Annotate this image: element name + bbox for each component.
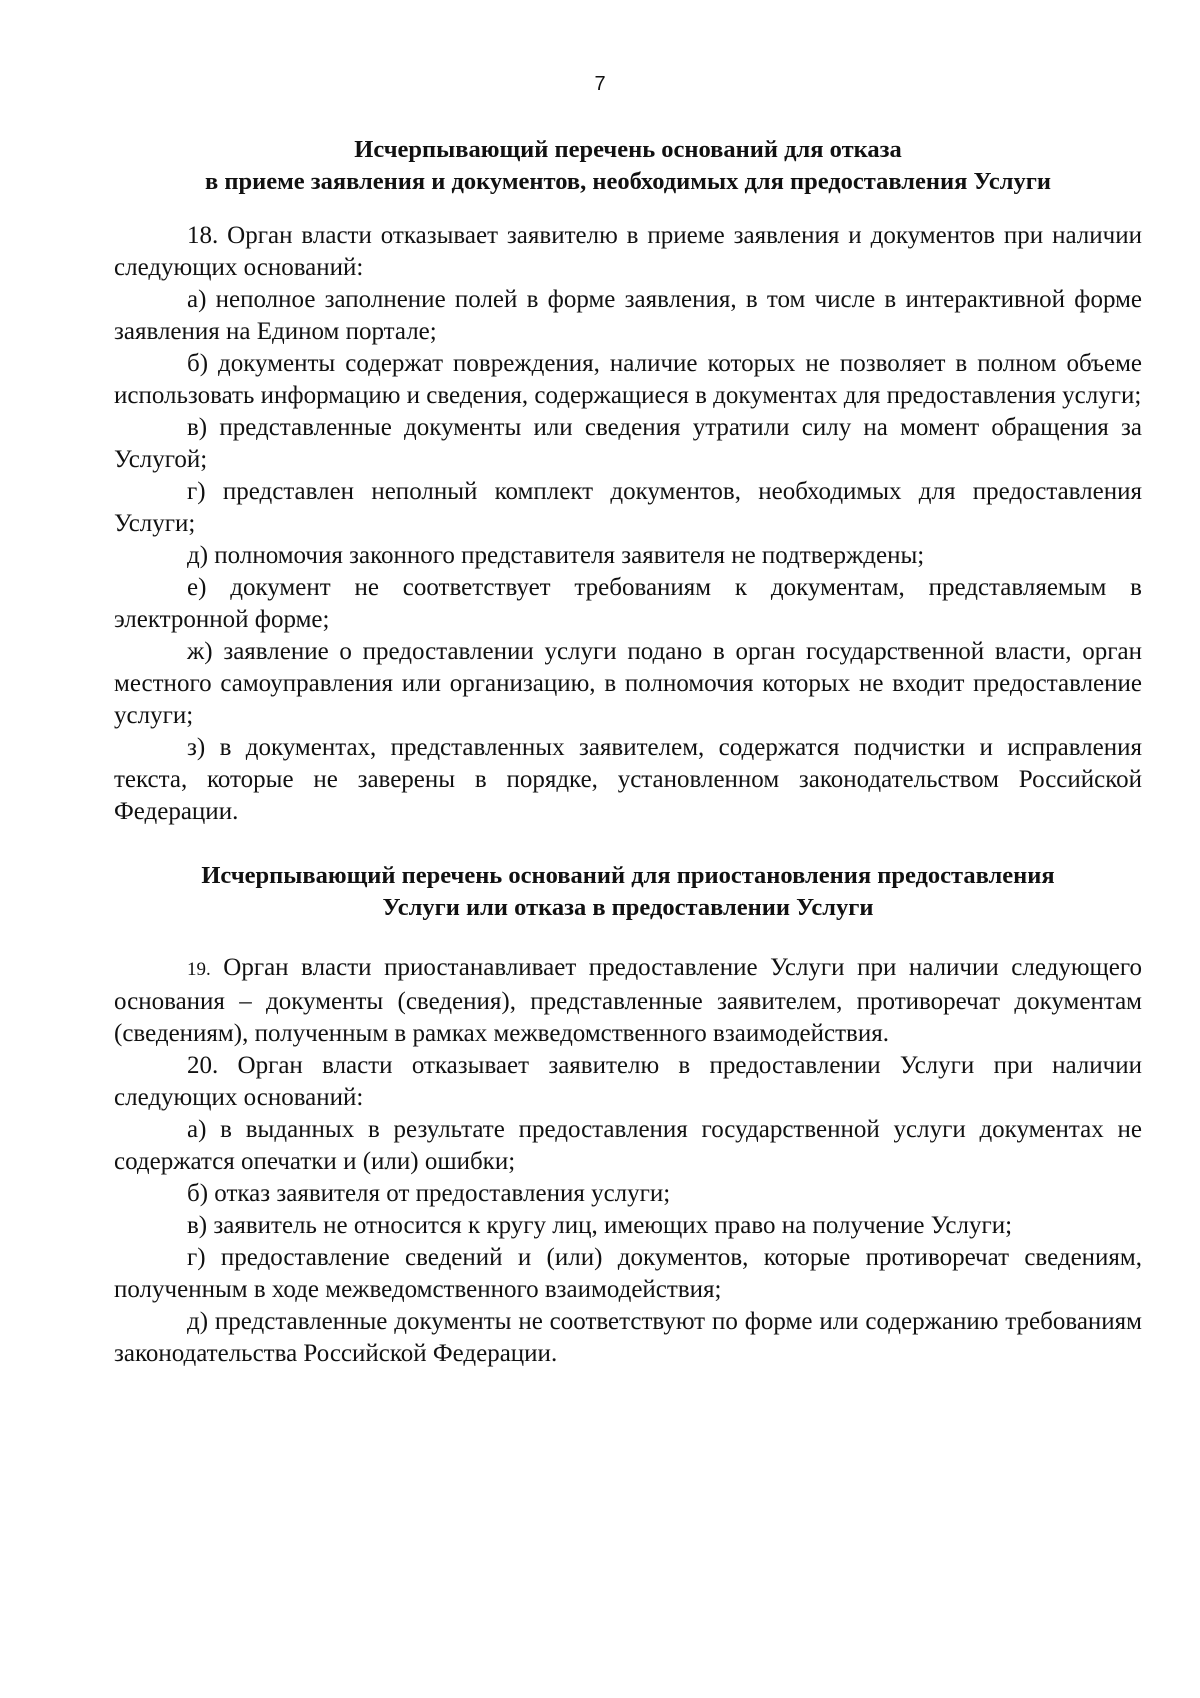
list-item: в) заявитель не относится к кругу лиц, имеющих право на получение Услуги; — [187, 1212, 1013, 1239]
paragraph-number: 18. — [187, 222, 219, 249]
section-1-heading — [114, 134, 1142, 198]
list-item: г) представлен неполный комплект документов, необходимых для предоставления Услуги; — [114, 478, 1142, 537]
section-1-body — [114, 220, 1142, 828]
list-item: а) неполное заполнение полей в форме заявления, в том числе в интерактивной форме заявления на Едином портале; — [114, 286, 1142, 345]
paragraph-text: Орган власти отказывает заявителю в предоставлении Услуги при наличии следующих оснований: — [114, 1052, 1142, 1111]
paragraph-19 — [114, 952, 1142, 1050]
paragraph-number: 19. — [187, 959, 211, 980]
paragraph-18 — [114, 220, 1142, 284]
list-item: в) представленные документы или сведения утратили силу на момент обращения за Услугой; — [114, 414, 1142, 473]
list-item: ж) заявление о предоставлении услуги подано в орган государственной власти, орган местного самоуправления или организацию, в полномочия которых не входит предоставление услуги; — [114, 638, 1142, 729]
list-item: б) отказ заявителя от предоставления услуги; — [187, 1180, 671, 1207]
paragraph-20 — [114, 1050, 1142, 1114]
list-item: г) предоставление сведений и (или) документов, которые противоречат сведениям, полученным в ходе межведомственного взаимодействия; — [114, 1244, 1142, 1303]
document-body — [114, 134, 1142, 1370]
list-item: д) полномочия законного представителя заявителя не подтверждены; — [187, 542, 925, 569]
list-item: е) документ не соответствует требованиям к документам, представляемым в электронной форме; — [114, 574, 1142, 633]
list-item: б) документы содержат повреждения, наличие которых не позволяет в полном объеме использовать информацию и сведения, содержащиеся в документах для предоставления услуги; — [114, 350, 1142, 409]
list-item: з) в документах, представленных заявителем, содержатся подчистки и исправления текста, которые не заверены в порядке, установленном законодательством Российской Федерации. — [114, 734, 1142, 825]
page-number: 7 — [594, 73, 606, 95]
paragraph-text: Орган власти отказывает заявителю в приеме заявления и документов при наличии следующих оснований: — [114, 222, 1142, 281]
section-2-body — [114, 952, 1142, 1370]
section-2-heading-line-2: Услуги или отказа в предоставлении Услуги — [382, 894, 874, 921]
section-2-heading — [114, 860, 1142, 924]
section-1-heading-line-2: в приеме заявления и документов, необходимых для предоставления Услуги — [205, 168, 1051, 195]
paragraph-number: 20. — [187, 1052, 219, 1079]
list-item: а) в выданных в результате предоставления государственной услуги документах не содержатся опечатки и (или) ошибки; — [114, 1116, 1142, 1175]
section-1-heading-line-1: Исчерпывающий перечень оснований для отказа — [354, 136, 902, 163]
section-2-heading-line-1: Исчерпывающий перечень оснований для приостановления предоставления — [201, 862, 1055, 889]
list-item: д) представленные документы не соответствуют по форме или содержанию требованиям законодательства Российской Федерации. — [114, 1308, 1142, 1367]
paragraph-text: Орган власти приостанавливает предоставление Услуги при наличии следующего основания – документы (сведения), представленные заявителем, противоречат документам (сведениям), полученным в рамках межведомственного взаимодействия. — [114, 954, 1142, 1047]
